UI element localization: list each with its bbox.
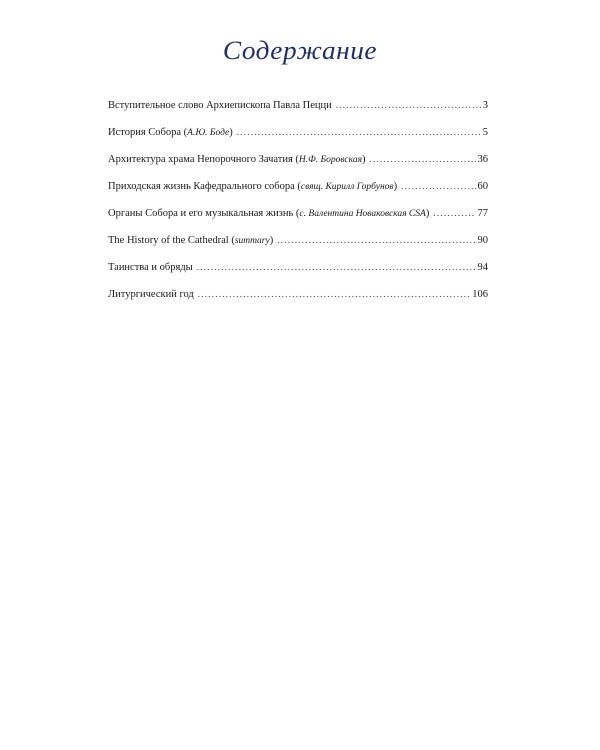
toc-entry-page: 106 (472, 289, 488, 300)
toc-entry-title: Литургический год (108, 289, 194, 300)
toc-leader-dots (401, 181, 475, 191)
toc-entry-title-text: История Собора (108, 127, 182, 138)
toc-entry (108, 208, 488, 235)
toc-leader-dots (197, 262, 476, 272)
toc-entry-page: 94 (477, 262, 488, 273)
toc-entry-title-text: Архитектура храма Непорочного Зачатия (108, 154, 293, 165)
toc-entry-title: Таинства и обряды (108, 262, 193, 273)
toc-leader-dots (198, 289, 470, 299)
toc-entry-author: свящ. Кирилл Горбунов (300, 182, 394, 192)
page-title: Содержание (222, 36, 378, 65)
toc-entry-page: 3 (482, 100, 488, 111)
toc-entry-title: Архитектура храма Непорочного Зачатия (Н.Ф. Боровская) (108, 154, 366, 165)
toc-leader-dots (237, 127, 481, 137)
toc-entry-title-text: Приходская жизнь Кафедрального собора (108, 181, 295, 192)
toc-leader-dots (370, 154, 476, 164)
toc-entry-title: Приходская жизнь Кафедрального собора (свящ. Кирилл Горбунов) (108, 181, 398, 192)
toc-entry-title-text: Органы Собора и его музыкальная жизнь (108, 208, 294, 219)
toc-entry (108, 181, 488, 208)
toc-leader-dots (433, 208, 475, 218)
toc-leader-dots (277, 235, 475, 245)
toc-entry-page: 5 (482, 127, 488, 138)
toc-leader-dots (336, 100, 481, 110)
table-of-contents (108, 100, 488, 316)
toc-entry (108, 235, 488, 262)
toc-entry-page: 77 (477, 208, 488, 219)
toc-entry (108, 100, 488, 127)
toc-entry (108, 154, 488, 181)
toc-entry-page: 60 (477, 181, 488, 192)
toc-entry (108, 289, 488, 316)
toc-entry-page: 36 (477, 154, 488, 165)
toc-entry-title: Вступительное слово Архиепископа Павла Пецци (108, 100, 332, 111)
toc-entry-title: The History of the Cathedral (summary) (108, 235, 274, 246)
toc-entry-author: Н.Ф. Боровская (298, 155, 362, 165)
toc-entry-author: summary (234, 236, 270, 246)
toc-entry-author: А.Ю. Боде (187, 128, 230, 138)
toc-entry-author: с. Валентина Новаковская CSA (299, 209, 426, 219)
toc-entry-title: История Собора (А.Ю. Боде) (108, 127, 233, 138)
toc-entry (108, 127, 488, 154)
toc-entry-title: Органы Собора и его музыкальная жизнь (с. Валентина Новаковская CSA) (108, 208, 430, 219)
toc-entry-page: 90 (477, 235, 488, 246)
toc-entry-title-text: The History of the Cathedral (108, 235, 229, 246)
toc-entry (108, 262, 488, 289)
